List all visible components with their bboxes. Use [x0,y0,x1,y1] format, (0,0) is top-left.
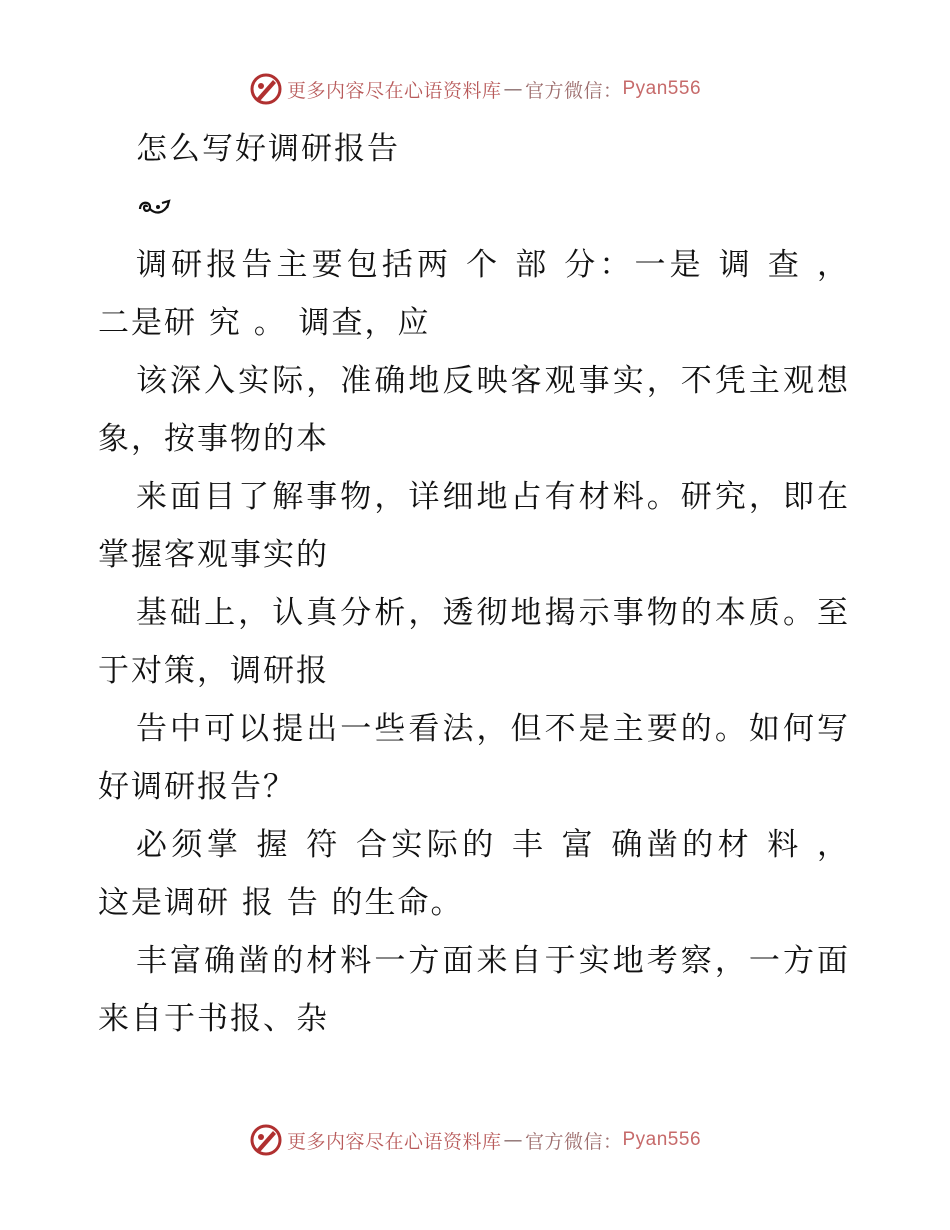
paragraph-line: 必须掌 握 符 合实际的 丰 富 确凿的材 料 ， [136,827,850,863]
banner-dash: — [503,78,523,100]
banner-wechat-label: 官方微信： [524,1130,623,1153]
header-banner [0,72,950,106]
paragraph-line: 来面目了解事物，详细地占有材料。研究，即在 [136,479,850,515]
ornament [98,178,850,236]
swirl-ornament-icon [136,195,172,219]
paragraph-line: 好调研报告？ [98,769,296,805]
paragraph-line: 掌握客观事实的 [98,537,329,573]
paragraph-3 [98,468,850,584]
banner-text: 更多内容尽在心语资料库 [286,79,502,102]
banner-wechat-id: Pyan556 [622,78,702,99]
paragraph-line: 告中可以提出一些看法，但不是主要的。如何写 [136,711,850,747]
paragraph-line: 该深入实际，准确地反映客观事实，不凭主观想 [136,363,850,399]
paragraph-line: 调研报告主要包括两 个 部 分：一是 调 查 ， [136,247,850,283]
paragraph-6 [98,816,850,932]
document-body [98,120,850,1048]
paragraph-line: 丰富确凿的材料一方面来自于实地考察，一方面 [136,943,850,979]
document-title: 怎么写好调研报告 [136,131,400,167]
pen-logo-icon [249,1123,283,1157]
paragraph-line: 象，按事物的本 [98,421,329,457]
pen-logo-icon [249,72,283,106]
paragraph-line: 基础上，认真分析，透彻地揭示事物的本质。至 [136,595,850,631]
paragraph-4 [98,584,850,700]
paragraph-line: 来自于书报、杂 [98,1001,329,1037]
paragraph-line: 二是研 究 。 调查，应 [98,305,431,341]
paragraph-7 [98,932,850,1048]
paragraph-line: 这是调研 报 告 的生命。 [98,885,464,921]
banner-dash: — [503,1129,523,1151]
banner-wechat-id: Pyan556 [622,1129,702,1150]
paragraph-5 [98,700,850,816]
paragraph-line: 于对策，调研报 [98,653,329,689]
footer-banner [0,1123,950,1157]
paragraph-2 [98,352,850,468]
banner-text: 更多内容尽在心语资料库 [286,1130,502,1153]
banner-wechat-label: 官方微信： [524,79,623,102]
paragraph-1 [98,236,850,352]
